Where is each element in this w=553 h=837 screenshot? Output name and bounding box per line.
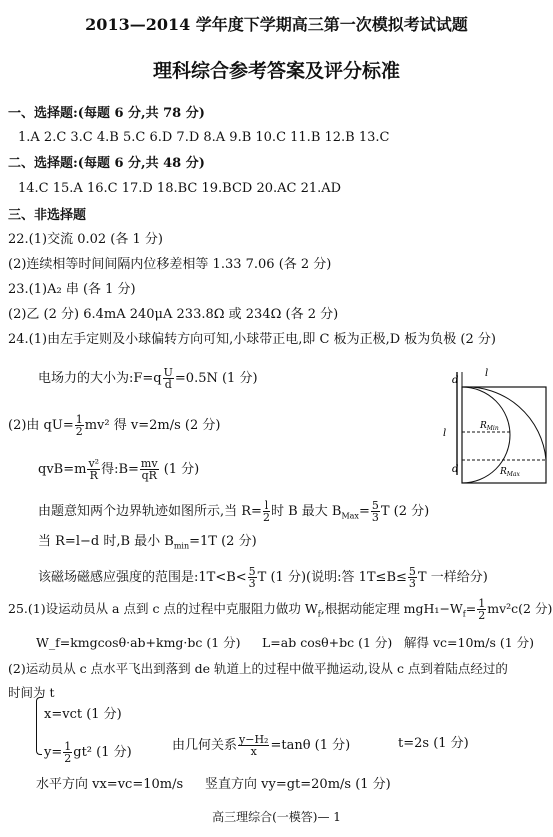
q25-line-6c — [172, 734, 350, 757]
q24-line-7 — [38, 566, 488, 589]
label-l-top: l — [485, 368, 489, 379]
subscript: min — [173, 541, 190, 551]
fraction — [238, 734, 269, 757]
numerator: y−H₂ — [239, 733, 269, 746]
text: 电场力的大小为:F=q — [38, 371, 162, 386]
text: 该磁场磁感应强度的范围是:1T<B< — [38, 570, 247, 585]
q25-line-2a: W_f=kmgcosθ·ab+kmg·bc (1 分) — [36, 635, 241, 650]
numerator: 1 — [64, 740, 72, 753]
q25-line-6 — [44, 741, 132, 764]
numerator: 5 — [408, 565, 416, 578]
fraction — [263, 500, 270, 523]
subscript: f — [462, 609, 466, 619]
answers-2: 14.C 15.A 16.C 17.D 18.BC 19.BCD 20.AC 21.AD — [18, 181, 342, 196]
text: = — [465, 601, 477, 616]
denominator: 2 — [64, 752, 72, 765]
fraction — [75, 414, 84, 437]
text: qvB=m — [38, 462, 87, 477]
subscript: Max — [341, 511, 359, 521]
fraction — [63, 741, 72, 764]
q25-line-2b: L=ab cosθ+bc (1 分) — [262, 635, 393, 650]
q23-line-1: 23.(1)A₂ 串 (各 1 分) — [8, 282, 136, 297]
section-heading-1: 一、选择题:(每题 6 分,共 78 分) — [8, 106, 205, 121]
fraction — [371, 500, 380, 523]
label-d-bottom: d — [452, 464, 459, 475]
section-heading-2: 二、选择题:(每题 6 分,共 48 分) — [8, 156, 205, 171]
numerator: 1 — [75, 413, 83, 426]
fraction — [163, 367, 174, 390]
text: T (1 分)(说明:答 1T≤B≤ — [257, 570, 407, 585]
section-heading-3: 三、非选择题 — [8, 208, 87, 223]
fraction — [87, 458, 100, 481]
text: T (2 分) — [380, 504, 430, 519]
text: 25.(1)设运动员从 a 点到 c 点的过程中克服阻力做功 W — [8, 601, 318, 616]
text: 时 B 最大 B — [270, 504, 342, 519]
text: 得:B= — [101, 462, 139, 477]
denominator: 3 — [248, 577, 256, 590]
q23-line-2: (2)乙 (2 分) 6.4mA 240μA 233.8Ω 或 234Ω (各 2 分) — [8, 307, 339, 322]
text: gt² (1 分) — [73, 745, 132, 760]
text: y= — [44, 745, 63, 760]
denominator: qR — [141, 469, 157, 482]
page-footer: 高三理综合(一模答)— 1 — [212, 810, 341, 824]
denominator: 3 — [371, 511, 379, 524]
q25-line-3: (2)运动员从 c 点水平飞出到落到 de 轨道上的过程中做平抛运动,设从 c 点到着陆点经过的 — [8, 661, 508, 676]
label-rmax: $R_{Max}$ — [500, 467, 520, 478]
denominator: 2 — [75, 425, 83, 438]
q25-line-5: x=vct (1 分) — [44, 707, 122, 722]
q25-line-6e: t=2s (1 分) — [398, 736, 469, 751]
text: = — [358, 504, 370, 519]
text: =0.5N (1 分) — [174, 371, 258, 386]
denominator: 3 — [408, 577, 416, 590]
q24-line-2 — [38, 367, 258, 390]
q24-line-1: 24.(1)由左手定则及小球偏转方向可知,小球带正电,即 C 板为正极,D 板为负极 (2 分) — [8, 332, 496, 347]
fraction — [140, 458, 159, 481]
denominator: R — [89, 469, 98, 482]
q25-line-4: 时间为 t — [8, 685, 55, 700]
q24-line-3 — [8, 414, 220, 437]
numerator: mv — [140, 457, 158, 470]
field-boundary — [462, 387, 546, 483]
denominator: x — [250, 745, 257, 758]
q22-line-2: (2)连续相等时间间隔内位移差相等 1.33 7.06 (各 2 分) — [8, 257, 332, 272]
fraction — [408, 566, 417, 589]
label-rmin: $R_{Min}$ — [480, 421, 499, 432]
denominator: 2 — [478, 609, 486, 622]
numerator: 5 — [248, 565, 256, 578]
label-l-left: l — [443, 428, 447, 439]
denominator: 2 — [262, 511, 270, 524]
q25-line-7a: 水平方向 vx=vc=10m/s — [36, 777, 184, 792]
text: (2)由 qU= — [8, 418, 74, 433]
arc-max — [462, 387, 510, 483]
numerator: U — [163, 366, 173, 379]
equation-brace — [36, 697, 42, 755]
page-title: 2013—2014 学年度下学期高三第一次模拟考试试题 — [85, 15, 468, 34]
fraction — [248, 566, 257, 589]
q22-line-1: 22.(1)交流 0.02 (各 1 分) — [8, 232, 163, 247]
answers-1: 1.A 2.C 3.C 4.B 5.C 6.D 7.D 8.A 9.B 10.C 11.B 12.B 13.C — [18, 130, 390, 145]
arc-min — [462, 387, 546, 460]
label-d-top: d — [452, 375, 459, 386]
q25-line-1 — [8, 598, 552, 623]
numerator: 5 — [371, 499, 379, 512]
denominator: d — [164, 378, 172, 391]
q24-line-4 — [38, 458, 199, 481]
text: mv² 得 v=2m/s (2 分) — [84, 418, 221, 433]
page-subtitle: 理科综合参考答案及评分标准 — [152, 60, 400, 82]
text: (1 分) — [159, 462, 200, 477]
text: =1T (2 分) — [189, 534, 257, 549]
numerator: v² — [88, 457, 100, 470]
q24-line-5 — [38, 500, 429, 525]
text: 由几何关系 — [172, 738, 238, 753]
text: =tanθ (1 分) — [270, 738, 351, 753]
text: 由题意知两个边界轨迹如图所示,当 R= — [38, 504, 262, 519]
q25-line-2c: 解得 vc=10m/s (1 分) — [404, 635, 535, 650]
text: T 一样给分) — [417, 570, 488, 585]
q24-line-6 — [38, 534, 257, 555]
text: mv²c(2 分) — [487, 601, 553, 616]
q25-line-7b: 竖直方向 vy=gt=20m/s (1 分) — [205, 777, 391, 792]
fraction — [477, 598, 486, 621]
text: 当 R=l−d 时,B 最小 B — [38, 534, 174, 549]
numerator: l — [264, 499, 269, 512]
numerator: 1 — [478, 597, 486, 610]
text: ,根据动能定理 mgH₁−W — [320, 601, 463, 616]
subscript: f — [317, 609, 321, 619]
